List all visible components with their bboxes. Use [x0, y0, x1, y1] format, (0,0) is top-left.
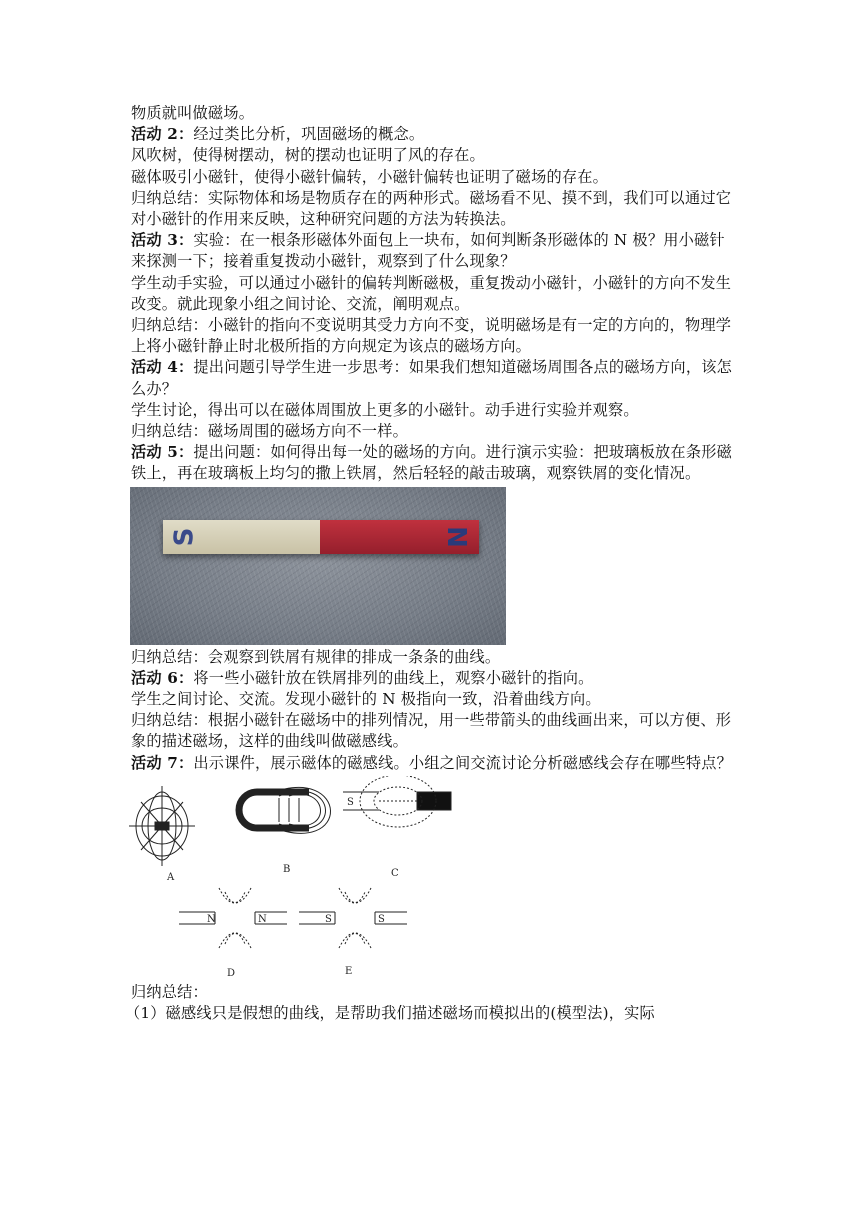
diagram-d: [179, 888, 287, 948]
diagram-a: [129, 786, 195, 866]
summary-point-1: （1）磁感线只是假想的曲线，是帮助我们描述磁场而模拟出的(模型法)，实际: [125, 1004, 655, 1023]
summary-heading: 归纳总结：: [131, 982, 208, 1001]
activity-label: 活动 4：: [131, 358, 194, 377]
diagram-b: [239, 787, 331, 833]
activity-4-paragraph: 活动 4：提出问题引导学生进一步思考：如果我们想知道磁场周围各点的磁场方向，该怎么办？: [131, 358, 732, 398]
summary-paragraph: 归纳总结：小磁针的指向不变说明其受力方向不变，说明磁场是有一定的方向的，物理学上将小磁针静止时北极所指的方向规定为该点的磁场方向。: [131, 316, 732, 356]
summary-paragraph: 归纳总结：实际物体和场是物质存在的两种形式。磁场看不见、摸不到，我们可以通过它对小磁针的作用来反映，这种研究问题的方法为转换法。: [131, 188, 732, 229]
text-line: 学生讨论，得出可以在磁体周围放上更多的小磁针。动手进行实验并观察。: [131, 400, 639, 419]
magnet-n-label: N: [440, 525, 471, 548]
activity-label: 活动 6：: [131, 668, 194, 687]
activity-label: 活动 7：: [131, 753, 194, 772]
text-line: 学生之间讨论、交流。发现小磁针的 N 极指向一致，沿着曲线方向。: [131, 690, 601, 709]
summary-line: 归纳总结：磁场周围的磁场方向不一样。: [131, 422, 408, 441]
activity-2-paragraph: 活动 2：经过类比分析，巩固磁场的概念。: [131, 125, 425, 144]
diagram-e-s-pole-left: S: [325, 913, 332, 925]
magnet-s-label: S: [169, 527, 200, 547]
diagram-label-b: B: [283, 863, 291, 875]
activity-5-paragraph: 活动 5：提出问题：如何得出每一处的磁场的方向。进行演示实验：把玻璃板放在条形磁铁上，再在玻璃板上均匀的撒上铁屑，然后轻轻的敲击玻璃，观察铁屑的变化情况。: [131, 443, 732, 483]
activity-label: 活动 5：: [131, 443, 194, 462]
activity-label: 活动 2：: [131, 125, 194, 144]
diagram-d-n-pole-right: N: [258, 913, 267, 925]
diagram-e-s-pole-right: S: [378, 913, 385, 925]
magnetic-field-lines-diagram: [129, 776, 459, 982]
activity-7-paragraph: 活动 7：出示课件，展示磁体的磁感线。小组之间交流讨论分析磁感线会存在哪些特点？: [131, 753, 732, 772]
activity-label: 活动 3：: [131, 231, 194, 250]
summary-paragraph: 归纳总结：根据小磁针在磁场中的排列情况，用一些带箭头的曲线画出来，可以方便、形象的描述磁场，这样的曲线叫做磁感线。: [131, 711, 732, 751]
diagram-label-c: C: [391, 867, 399, 879]
text-line: 物质就叫做磁场。: [131, 104, 255, 122]
iron-filings-photo: [130, 487, 506, 645]
diagram-label-e: E: [345, 965, 353, 977]
diagram-label-d: D: [227, 967, 236, 979]
bar-magnet: [163, 520, 479, 554]
document-page: [125, 0, 737, 1024]
diagram-e: [299, 888, 407, 948]
text-line: 磁体吸引小磁针，使得小磁针偏转，小磁针偏转也证明了磁场的存在。: [131, 167, 609, 186]
activity-3-paragraph: 活动 3：实验：在一根条形磁体外面包上一块布，如何判断条形磁体的 N 极？用小磁针来探测一下；接着重复拨动小磁针，观察到了什么现象？: [131, 231, 725, 271]
summary-line: 归纳总结：会观察到铁屑有规律的排成一条条的曲线。: [131, 647, 501, 666]
diagram-c: [343, 776, 451, 827]
diagram-label-a: A: [167, 871, 175, 883]
activity-6-paragraph: 活动 6：将一些小磁针放在铁屑排列的曲线上，观察小磁针的指向。: [131, 668, 594, 687]
diagram-d-n-pole-left: N: [207, 913, 216, 925]
text-line: 风吹树，使得树摆动，树的摆动也证明了风的存在。: [131, 146, 485, 165]
text-paragraph: 学生动手实验，可以通过小磁针的偏转判断磁极，重复拨动小磁针，小磁针的方向不发生改变。就此现象小组之间讨论、交流，阐明观点。: [131, 273, 732, 313]
diagram-c-s-pole: S: [347, 796, 354, 808]
